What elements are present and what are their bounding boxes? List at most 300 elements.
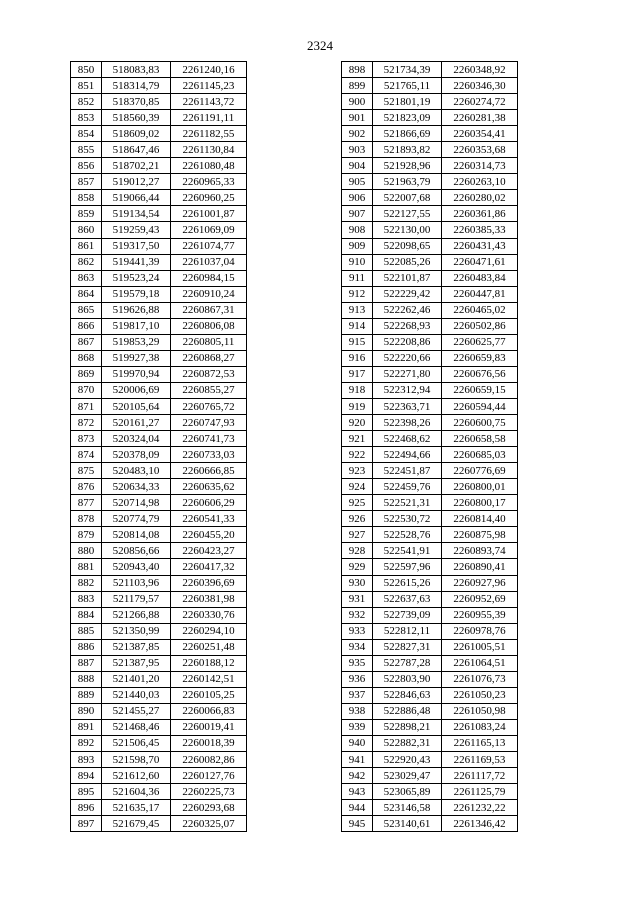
x-coordinate-cell: 518560,39 — [102, 110, 171, 126]
point-number-cell: 888 — [71, 671, 102, 687]
table-row — [71, 415, 247, 431]
x-coordinate-cell: 521612,60 — [102, 768, 171, 784]
point-number-cell: 850 — [71, 62, 102, 78]
y-coordinate-cell: 2261083,24 — [442, 719, 518, 735]
y-coordinate-cell: 2261050,98 — [442, 703, 518, 719]
point-number-cell: 882 — [71, 575, 102, 591]
table-row — [71, 687, 247, 703]
x-coordinate-cell: 519317,50 — [102, 238, 171, 254]
y-coordinate-cell: 2260893,74 — [442, 543, 518, 559]
y-coordinate-cell: 2260354,41 — [442, 126, 518, 142]
point-number-cell: 885 — [71, 623, 102, 639]
table-row — [342, 302, 518, 318]
y-coordinate-cell: 2261169,53 — [442, 752, 518, 768]
y-coordinate-cell: 2260423,27 — [171, 543, 247, 559]
point-number-cell: 904 — [342, 158, 373, 174]
point-number-cell: 855 — [71, 142, 102, 158]
table-row — [342, 703, 518, 719]
table-row — [342, 398, 518, 414]
y-coordinate-cell: 2260600,75 — [442, 415, 518, 431]
table-row — [71, 495, 247, 511]
x-coordinate-cell: 521801,19 — [373, 94, 442, 110]
table-row — [71, 479, 247, 495]
x-coordinate-cell: 523140,61 — [373, 816, 442, 832]
point-number-cell: 935 — [342, 655, 373, 671]
x-coordinate-cell: 523146,58 — [373, 800, 442, 816]
point-number-cell: 907 — [342, 206, 373, 222]
table-row — [71, 800, 247, 816]
y-coordinate-cell: 2260483,84 — [442, 270, 518, 286]
x-coordinate-cell: 521734,39 — [373, 62, 442, 78]
y-coordinate-cell: 2260659,83 — [442, 350, 518, 366]
x-coordinate-cell: 522812,11 — [373, 623, 442, 639]
x-coordinate-cell: 519134,54 — [102, 206, 171, 222]
table-row — [342, 62, 518, 78]
x-coordinate-cell: 521179,57 — [102, 591, 171, 607]
table-row — [71, 286, 247, 302]
table-row — [342, 752, 518, 768]
y-coordinate-cell: 2260733,03 — [171, 447, 247, 463]
table-row — [71, 559, 247, 575]
point-number-cell: 878 — [71, 511, 102, 527]
y-coordinate-cell: 2260868,27 — [171, 350, 247, 366]
x-coordinate-cell: 522827,31 — [373, 639, 442, 655]
x-coordinate-cell: 521506,45 — [102, 735, 171, 751]
y-coordinate-cell: 2260658,58 — [442, 431, 518, 447]
x-coordinate-cell: 522468,62 — [373, 431, 442, 447]
table-row — [71, 126, 247, 142]
table-row — [71, 62, 247, 78]
x-coordinate-cell: 519579,18 — [102, 286, 171, 302]
table-row — [342, 126, 518, 142]
y-coordinate-cell: 2261240,16 — [171, 62, 247, 78]
point-number-cell: 926 — [342, 511, 373, 527]
table-row — [342, 495, 518, 511]
y-coordinate-cell: 2261037,04 — [171, 254, 247, 270]
x-coordinate-cell: 521598,70 — [102, 752, 171, 768]
y-coordinate-cell: 2261074,77 — [171, 238, 247, 254]
x-coordinate-cell: 521103,96 — [102, 575, 171, 591]
y-coordinate-cell: 2260465,02 — [442, 302, 518, 318]
y-coordinate-cell: 2260293,68 — [171, 800, 247, 816]
table-row — [71, 607, 247, 623]
x-coordinate-cell: 522541,91 — [373, 543, 442, 559]
x-coordinate-cell: 522882,31 — [373, 735, 442, 751]
y-coordinate-cell: 2260910,24 — [171, 286, 247, 302]
x-coordinate-cell: 520483,10 — [102, 463, 171, 479]
y-coordinate-cell: 2261080,48 — [171, 158, 247, 174]
x-coordinate-cell: 520161,27 — [102, 415, 171, 431]
point-number-cell: 886 — [71, 639, 102, 655]
x-coordinate-cell: 519927,38 — [102, 350, 171, 366]
table-row — [342, 655, 518, 671]
y-coordinate-cell: 2260396,69 — [171, 575, 247, 591]
point-number-cell: 940 — [342, 735, 373, 751]
x-coordinate-cell: 522007,68 — [373, 190, 442, 206]
point-number-cell: 943 — [342, 784, 373, 800]
y-coordinate-cell: 2260105,25 — [171, 687, 247, 703]
point-number-cell: 905 — [342, 174, 373, 190]
table-row — [342, 286, 518, 302]
y-coordinate-cell: 2260666,85 — [171, 463, 247, 479]
point-number-cell: 920 — [342, 415, 373, 431]
y-coordinate-cell: 2260855,27 — [171, 382, 247, 398]
y-coordinate-cell: 2260019,41 — [171, 719, 247, 735]
point-number-cell: 941 — [342, 752, 373, 768]
table-row — [342, 816, 518, 832]
point-number-cell: 944 — [342, 800, 373, 816]
table-row — [342, 318, 518, 334]
table-row — [71, 735, 247, 751]
x-coordinate-cell: 522127,55 — [373, 206, 442, 222]
table-row — [71, 752, 247, 768]
point-number-cell: 939 — [342, 719, 373, 735]
table-row — [71, 334, 247, 350]
table-row — [342, 559, 518, 575]
point-number-cell: 867 — [71, 334, 102, 350]
table-row — [71, 398, 247, 414]
table-row — [342, 190, 518, 206]
table-row — [342, 206, 518, 222]
point-number-cell: 871 — [71, 398, 102, 414]
y-coordinate-cell: 2260361,86 — [442, 206, 518, 222]
table-row — [71, 382, 247, 398]
y-coordinate-cell: 2260281,38 — [442, 110, 518, 126]
point-number-cell: 893 — [71, 752, 102, 768]
y-coordinate-cell: 2260872,53 — [171, 366, 247, 382]
point-number-cell: 930 — [342, 575, 373, 591]
y-coordinate-cell: 2260594,44 — [442, 398, 518, 414]
point-number-cell: 860 — [71, 222, 102, 238]
x-coordinate-cell: 518370,85 — [102, 94, 171, 110]
y-coordinate-cell: 2260685,03 — [442, 447, 518, 463]
y-coordinate-cell: 2260776,69 — [442, 463, 518, 479]
y-coordinate-cell: 2260314,73 — [442, 158, 518, 174]
point-number-cell: 912 — [342, 286, 373, 302]
x-coordinate-cell: 518314,79 — [102, 78, 171, 94]
x-coordinate-cell: 521866,69 — [373, 126, 442, 142]
y-coordinate-cell: 2261346,42 — [442, 816, 518, 832]
point-number-cell: 862 — [71, 254, 102, 270]
table-row — [71, 238, 247, 254]
table-row — [342, 350, 518, 366]
table-row — [342, 222, 518, 238]
x-coordinate-cell: 522451,87 — [373, 463, 442, 479]
point-number-cell: 925 — [342, 495, 373, 511]
point-number-cell: 852 — [71, 94, 102, 110]
table-row — [71, 784, 247, 800]
x-coordinate-cell: 522101,87 — [373, 270, 442, 286]
y-coordinate-cell: 2261050,23 — [442, 687, 518, 703]
point-number-cell: 890 — [71, 703, 102, 719]
point-number-cell: 861 — [71, 238, 102, 254]
table-row — [342, 447, 518, 463]
x-coordinate-cell: 522637,63 — [373, 591, 442, 607]
table-row — [342, 431, 518, 447]
table-row — [71, 703, 247, 719]
x-coordinate-cell: 523029,47 — [373, 768, 442, 784]
x-coordinate-cell: 520814,08 — [102, 527, 171, 543]
table-row — [71, 463, 247, 479]
x-coordinate-cell: 520105,64 — [102, 398, 171, 414]
table-row — [342, 110, 518, 126]
table-row — [71, 431, 247, 447]
y-coordinate-cell: 2260960,25 — [171, 190, 247, 206]
point-number-cell: 874 — [71, 447, 102, 463]
coordinates-table-right — [341, 61, 518, 832]
y-coordinate-cell: 2260805,11 — [171, 334, 247, 350]
y-coordinate-cell: 2261076,73 — [442, 671, 518, 687]
y-coordinate-cell: 2260471,61 — [442, 254, 518, 270]
table-row — [342, 511, 518, 527]
point-number-cell: 856 — [71, 158, 102, 174]
table-row — [342, 479, 518, 495]
y-coordinate-cell: 2260741,73 — [171, 431, 247, 447]
point-number-cell: 881 — [71, 559, 102, 575]
point-number-cell: 914 — [342, 318, 373, 334]
y-coordinate-cell: 2260927,96 — [442, 575, 518, 591]
table-row — [342, 607, 518, 623]
y-coordinate-cell: 2261117,72 — [442, 768, 518, 784]
point-number-cell: 858 — [71, 190, 102, 206]
x-coordinate-cell: 522530,72 — [373, 511, 442, 527]
y-coordinate-cell: 2260635,62 — [171, 479, 247, 495]
x-coordinate-cell: 520006,69 — [102, 382, 171, 398]
table-row — [71, 575, 247, 591]
point-number-cell: 868 — [71, 350, 102, 366]
x-coordinate-cell: 521823,09 — [373, 110, 442, 126]
table-row — [342, 158, 518, 174]
x-coordinate-cell: 522085,26 — [373, 254, 442, 270]
table-row — [342, 623, 518, 639]
y-coordinate-cell: 2261001,87 — [171, 206, 247, 222]
y-coordinate-cell: 2261145,23 — [171, 78, 247, 94]
table-row — [71, 816, 247, 832]
x-coordinate-cell: 521635,17 — [102, 800, 171, 816]
y-coordinate-cell: 2261005,51 — [442, 639, 518, 655]
y-coordinate-cell: 2260431,43 — [442, 238, 518, 254]
table-row — [71, 78, 247, 94]
x-coordinate-cell: 520856,66 — [102, 543, 171, 559]
point-number-cell: 917 — [342, 366, 373, 382]
table-row — [342, 784, 518, 800]
x-coordinate-cell: 522739,09 — [373, 607, 442, 623]
x-coordinate-cell: 519626,88 — [102, 302, 171, 318]
table-row — [342, 671, 518, 687]
table-row — [71, 543, 247, 559]
x-coordinate-cell: 518609,02 — [102, 126, 171, 142]
x-coordinate-cell: 522459,76 — [373, 479, 442, 495]
x-coordinate-cell: 522528,76 — [373, 527, 442, 543]
x-coordinate-cell: 521455,27 — [102, 703, 171, 719]
x-coordinate-cell: 521963,79 — [373, 174, 442, 190]
table-body — [342, 62, 518, 832]
point-number-cell: 933 — [342, 623, 373, 639]
table-row — [71, 254, 247, 270]
point-number-cell: 915 — [342, 334, 373, 350]
y-coordinate-cell: 2260806,08 — [171, 318, 247, 334]
x-coordinate-cell: 521440,03 — [102, 687, 171, 703]
x-coordinate-cell: 519853,29 — [102, 334, 171, 350]
y-coordinate-cell: 2261165,13 — [442, 735, 518, 751]
y-coordinate-cell: 2260346,30 — [442, 78, 518, 94]
y-coordinate-cell: 2260447,81 — [442, 286, 518, 302]
table-row — [342, 543, 518, 559]
point-number-cell: 880 — [71, 543, 102, 559]
table-row — [342, 719, 518, 735]
y-coordinate-cell: 2260251,48 — [171, 639, 247, 655]
point-number-cell: 887 — [71, 655, 102, 671]
y-coordinate-cell: 2260066,83 — [171, 703, 247, 719]
y-coordinate-cell: 2261182,55 — [171, 126, 247, 142]
y-coordinate-cell: 2260417,32 — [171, 559, 247, 575]
point-number-cell: 899 — [342, 78, 373, 94]
y-coordinate-cell: 2260659,15 — [442, 382, 518, 398]
y-coordinate-cell: 2261130,84 — [171, 142, 247, 158]
x-coordinate-cell: 521266,88 — [102, 607, 171, 623]
x-coordinate-cell: 522886,48 — [373, 703, 442, 719]
table-row — [71, 142, 247, 158]
y-coordinate-cell: 2260747,93 — [171, 415, 247, 431]
point-number-cell: 894 — [71, 768, 102, 784]
point-number-cell: 873 — [71, 431, 102, 447]
x-coordinate-cell: 522208,86 — [373, 334, 442, 350]
table-row — [342, 254, 518, 270]
point-number-cell: 932 — [342, 607, 373, 623]
table-row — [71, 623, 247, 639]
y-coordinate-cell: 2260263,10 — [442, 174, 518, 190]
table-row — [342, 238, 518, 254]
y-coordinate-cell: 2260018,39 — [171, 735, 247, 751]
point-number-cell: 872 — [71, 415, 102, 431]
point-number-cell: 864 — [71, 286, 102, 302]
x-coordinate-cell: 521604,36 — [102, 784, 171, 800]
table-row — [71, 270, 247, 286]
x-coordinate-cell: 520774,79 — [102, 511, 171, 527]
point-number-cell: 866 — [71, 318, 102, 334]
y-coordinate-cell: 2261064,51 — [442, 655, 518, 671]
y-coordinate-cell: 2261069,09 — [171, 222, 247, 238]
y-coordinate-cell: 2260676,56 — [442, 366, 518, 382]
point-number-cell: 945 — [342, 816, 373, 832]
table-row — [71, 190, 247, 206]
table-row — [342, 382, 518, 398]
x-coordinate-cell: 521679,45 — [102, 816, 171, 832]
point-number-cell: 908 — [342, 222, 373, 238]
x-coordinate-cell: 522521,31 — [373, 495, 442, 511]
table-row — [342, 639, 518, 655]
table-row — [71, 222, 247, 238]
point-number-cell: 896 — [71, 800, 102, 816]
y-coordinate-cell: 2260800,01 — [442, 479, 518, 495]
y-coordinate-cell: 2260142,51 — [171, 671, 247, 687]
y-coordinate-cell: 2260455,20 — [171, 527, 247, 543]
x-coordinate-cell: 523065,89 — [373, 784, 442, 800]
point-number-cell: 906 — [342, 190, 373, 206]
point-number-cell: 865 — [71, 302, 102, 318]
x-coordinate-cell: 519259,43 — [102, 222, 171, 238]
y-coordinate-cell: 2260330,76 — [171, 607, 247, 623]
x-coordinate-cell: 519012,27 — [102, 174, 171, 190]
y-coordinate-cell: 2260955,39 — [442, 607, 518, 623]
point-number-cell: 934 — [342, 639, 373, 655]
x-coordinate-cell: 520714,98 — [102, 495, 171, 511]
point-number-cell: 891 — [71, 719, 102, 735]
x-coordinate-cell: 522803,90 — [373, 671, 442, 687]
point-number-cell: 857 — [71, 174, 102, 190]
y-coordinate-cell: 2260541,33 — [171, 511, 247, 527]
point-number-cell: 895 — [71, 784, 102, 800]
table-row — [71, 655, 247, 671]
point-number-cell: 942 — [342, 768, 373, 784]
point-number-cell: 853 — [71, 110, 102, 126]
x-coordinate-cell: 522615,26 — [373, 575, 442, 591]
y-coordinate-cell: 2261232,22 — [442, 800, 518, 816]
table-row — [71, 366, 247, 382]
point-number-cell: 889 — [71, 687, 102, 703]
y-coordinate-cell: 2260127,76 — [171, 768, 247, 784]
table-row — [71, 719, 247, 735]
table-row — [342, 463, 518, 479]
x-coordinate-cell: 522312,94 — [373, 382, 442, 398]
y-coordinate-cell: 2260381,98 — [171, 591, 247, 607]
table-row — [342, 142, 518, 158]
table-row — [71, 768, 247, 784]
y-coordinate-cell: 2260225,73 — [171, 784, 247, 800]
table-row — [342, 415, 518, 431]
table-row — [71, 94, 247, 110]
y-coordinate-cell: 2261143,72 — [171, 94, 247, 110]
table-row — [342, 94, 518, 110]
y-coordinate-cell: 2260294,10 — [171, 623, 247, 639]
point-number-cell: 859 — [71, 206, 102, 222]
table-row — [71, 671, 247, 687]
y-coordinate-cell: 2260625,77 — [442, 334, 518, 350]
point-number-cell: 902 — [342, 126, 373, 142]
y-coordinate-cell: 2260800,17 — [442, 495, 518, 511]
table-row — [342, 575, 518, 591]
point-number-cell: 875 — [71, 463, 102, 479]
x-coordinate-cell: 519066,44 — [102, 190, 171, 206]
point-number-cell: 897 — [71, 816, 102, 832]
point-number-cell: 903 — [342, 142, 373, 158]
point-number-cell: 928 — [342, 543, 373, 559]
point-number-cell: 869 — [71, 366, 102, 382]
y-coordinate-cell: 2260082,86 — [171, 752, 247, 768]
point-number-cell: 876 — [71, 479, 102, 495]
table-row — [71, 350, 247, 366]
point-number-cell: 913 — [342, 302, 373, 318]
x-coordinate-cell: 522098,65 — [373, 238, 442, 254]
x-coordinate-cell: 522271,80 — [373, 366, 442, 382]
point-number-cell: 884 — [71, 607, 102, 623]
point-number-cell: 929 — [342, 559, 373, 575]
x-coordinate-cell: 521387,95 — [102, 655, 171, 671]
y-coordinate-cell: 2260890,41 — [442, 559, 518, 575]
point-number-cell: 879 — [71, 527, 102, 543]
point-number-cell: 898 — [342, 62, 373, 78]
point-number-cell: 911 — [342, 270, 373, 286]
y-coordinate-cell: 2260274,72 — [442, 94, 518, 110]
x-coordinate-cell: 520634,33 — [102, 479, 171, 495]
table-row — [342, 366, 518, 382]
table-row — [342, 735, 518, 751]
table-row — [342, 174, 518, 190]
point-number-cell: 931 — [342, 591, 373, 607]
table-row — [71, 206, 247, 222]
table-row — [342, 687, 518, 703]
x-coordinate-cell: 519441,39 — [102, 254, 171, 270]
